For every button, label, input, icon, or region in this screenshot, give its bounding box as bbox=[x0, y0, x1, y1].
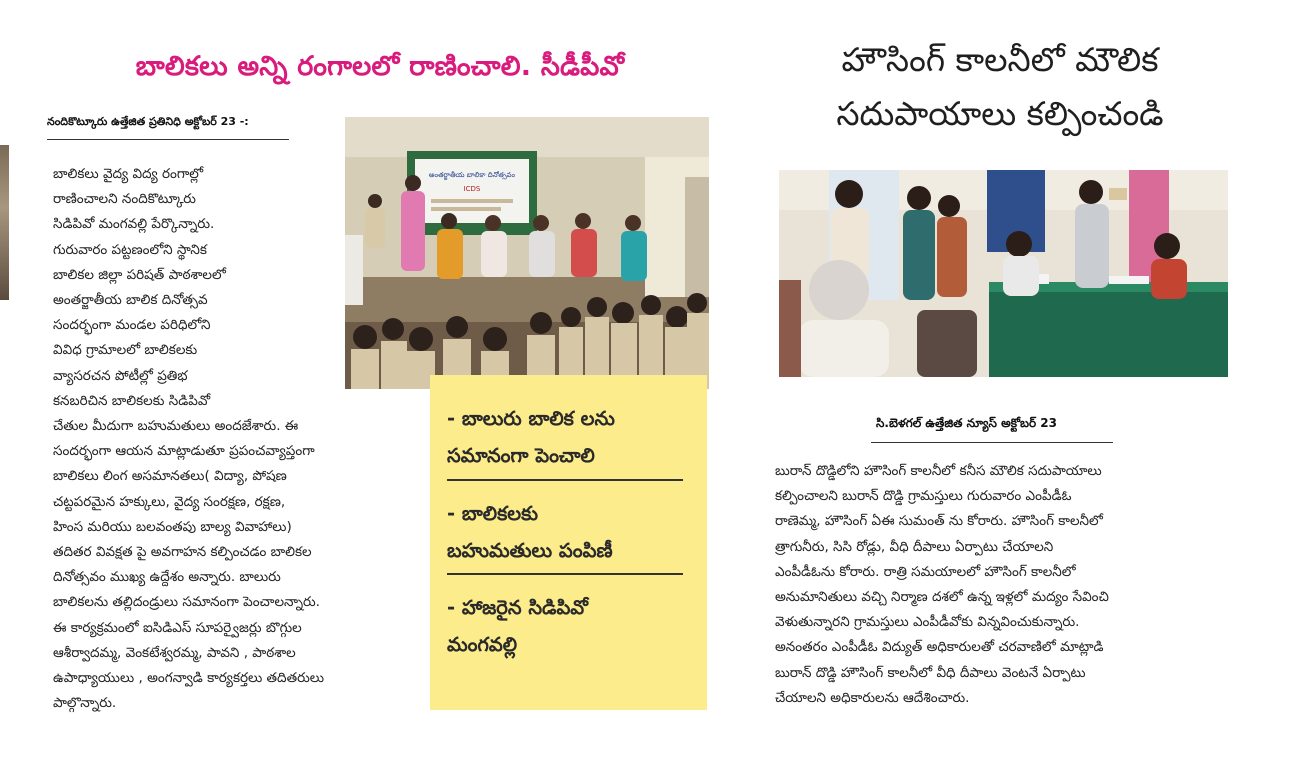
left-article-headline: బాలికలు అన్ని రంగాలలో రాణించాలి. సీడీపీవో bbox=[135, 51, 625, 82]
body-line: వ్యాసరచన పోటీల్లో ప్రతిభ bbox=[53, 367, 188, 384]
right-article-dateline: సి.బెళగల్ ఉత్తేజిత న్యూస్ అక్టోబర్ 23 bbox=[876, 416, 1057, 430]
right-article-body bbox=[775, 459, 1232, 711]
banner-title: అంతర్జాతీయ బాలికా దినోత్సవం bbox=[428, 171, 516, 179]
body-line: దినోత్సవం ముఖ్య ఉద్దేశం అన్నారు. బాలురు bbox=[53, 569, 281, 586]
body-line: సందర్భంగా మండల పరిధిలోని bbox=[53, 317, 211, 334]
school-event-photo bbox=[345, 117, 709, 389]
office-meeting-photo bbox=[779, 170, 1228, 377]
adjacent-article-photo-edge bbox=[0, 145, 9, 300]
highlight-divider bbox=[447, 479, 683, 481]
body-line: రాణించాలని నందికొట్కూరు bbox=[53, 191, 196, 208]
body-line: తదితర వివక్షత పై అవగాహన కల్పించడం బాలికల bbox=[53, 544, 312, 561]
headline-line: హౌసింగ్ కాలనీలో మౌలిక bbox=[841, 40, 1159, 79]
body-line: అంతర్జాతీయ బాలిక దినోత్సవ bbox=[53, 292, 208, 309]
right-article-headline bbox=[770, 33, 1230, 141]
body-line: సందర్భంగా ఆయన మాట్లాడుతూ ప్రపంచవ్యాప్తంగా bbox=[53, 443, 315, 460]
body-line: బురాన్ దొడ్డిలోని హౌసింగ్ కాలనీలో కనీస మౌలిక సదుపాయాలు bbox=[775, 463, 1102, 479]
body-line: అనుమానితులు వచ్చి నిర్మాణ దశలో ఉన్న ఇళ్లలో మద్యం సేవించి bbox=[775, 589, 1109, 606]
body-line: ఎంపీడీఓను కోరారు. రాత్రి సమయాలలో హౌసింగ్ కాలనీలో bbox=[775, 563, 1076, 580]
left-dateline-underline bbox=[47, 139, 289, 140]
left-article-body-top bbox=[53, 162, 338, 414]
body-line: కనబరిచిన బాలికలకు సిడిపివో bbox=[53, 392, 211, 409]
left-article-photo bbox=[345, 117, 709, 389]
body-line: సిడిపివో మంగవల్లి పేర్కొన్నారు. bbox=[53, 216, 215, 233]
body-line: వివిధ గ్రామాలలో బాలికలకు bbox=[53, 342, 198, 359]
highlight-line: మంగవల్లి bbox=[447, 633, 518, 656]
highlights-box bbox=[430, 375, 707, 710]
highlight-item bbox=[447, 495, 697, 569]
body-line: అనంతరం ఎంపీడీఓ విద్యుత్ అధికారులతో చరవాణిలో మాట్లాడి bbox=[775, 639, 1104, 656]
body-line: చట్టపరమైన హక్కులు, వైద్య సంరక్షణ, రక్షణ, bbox=[53, 493, 286, 510]
body-line: బాలికల జిల్లా పరిషత్ పాఠశాలలో bbox=[53, 266, 226, 283]
banner-subtitle: ICDS bbox=[463, 185, 481, 193]
highlight-line: - హాజరైన సిడిపివో bbox=[447, 596, 588, 619]
left-article-dateline: నందికొట్కూరు ఉత్తేజిత ప్రతినిధి అక్టోబర్ 23 -: bbox=[47, 115, 249, 128]
body-line: పాల్గొన్నారు. bbox=[53, 695, 117, 712]
body-line: ఉపాధ్యాయులు , అంగన్వాడి కార్యకర్తలు తదితరులు bbox=[53, 670, 325, 687]
body-line: బురాన్ దొడ్డి హౌసింగ్ కాలనీలో వీధి దీపాలు వెంటనే ఏర్పాటు bbox=[775, 664, 1086, 681]
body-line: ఆశీర్వాదమ్మ, వెంకటేశ్వరమ్మ, పావని , పాఠశాల bbox=[53, 644, 296, 661]
body-line: త్రాగునీరు, సిసి రోడ్లు, వీధి దీపాలు ఏర్పాటు చేయాలని bbox=[775, 538, 1054, 555]
body-line: రాణెమ్మ, హౌసింగ్ ఏఈ సుమంత్ ను కోరారు. హౌసింగ్ కాలనీలో bbox=[775, 513, 1103, 530]
body-line: కల్పించాలని బురాన్ దొడ్డి గ్రామస్తులు గురువారం ఎంపీడీఓ bbox=[775, 488, 1072, 505]
highlight-line: బహుమతులు పంపిణీ bbox=[447, 539, 613, 562]
right-dateline-underline bbox=[871, 442, 1113, 443]
highlight-line: - బాలురు బాలిక లను bbox=[447, 407, 615, 430]
body-line: హింస మరియు బలవంతపు బాల్య వివాహాలు) bbox=[53, 518, 292, 535]
body-line: ఈ కార్యక్రమంలో ఐసిడిఎస్ సూపర్వైజర్లు బొగ్గుల bbox=[53, 619, 302, 636]
headline-line: సదుపాయాలు కల్పించండి bbox=[836, 94, 1164, 133]
highlight-item bbox=[447, 400, 697, 474]
highlight-line: - బాలికలకు bbox=[447, 502, 539, 525]
highlight-divider bbox=[447, 573, 683, 575]
body-line: చేతుల మీదుగా బహుమతులు అందజేశారు. ఈ bbox=[53, 418, 299, 434]
body-line: బాలికలను తల్లిదండ్రులు సమానంగా పెంచాలన్నారు. bbox=[53, 594, 320, 611]
right-article-photo bbox=[779, 170, 1228, 377]
highlight-item bbox=[447, 589, 697, 663]
left-article-body-bottom bbox=[53, 414, 425, 716]
body-line: బాలికలు లింగ అసమానతలు( విద్యా, పోషణ bbox=[53, 468, 287, 485]
body-line: వెళుతున్నారని గ్రామస్తులు ఎంపీడీవోకు విన్నవించుకున్నారు. bbox=[775, 614, 1080, 631]
highlight-line: సమానంగా పెంచాలి bbox=[447, 444, 595, 467]
body-line: చేయాలని అధికారులను ఆదేశించారు. bbox=[775, 689, 970, 706]
body-line: బాలికలు వైద్య విద్య రంగాల్లో bbox=[53, 166, 204, 182]
body-line: గురువారం పట్టణంలోని స్థానిక bbox=[53, 241, 207, 258]
